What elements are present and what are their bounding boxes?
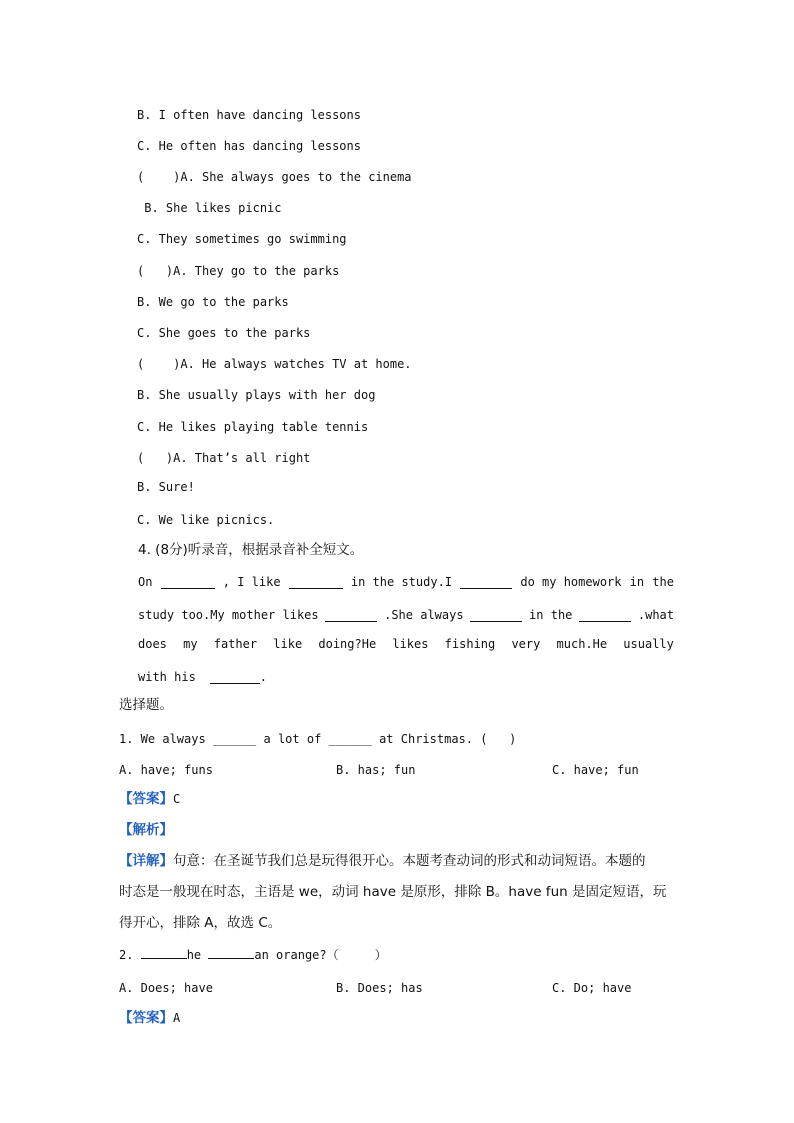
question-1-detail-line-3: 得开心，排除 A，故选 C。: [119, 915, 282, 931]
question-1-detail-line-2: 时态是一般现在时态，主语是 we，动词 have 是原形，排除 B。have fun 是固定短语，玩: [119, 884, 667, 900]
option-line: B. We go to the parks: [137, 295, 289, 309]
answer-tag: 【答案】: [119, 791, 173, 807]
passage-word: .: [259, 670, 268, 684]
answer-value: A: [173, 1011, 181, 1025]
passage-word: with his: [138, 670, 196, 684]
option-line: C. He likes playing table tennis: [137, 420, 369, 434]
passage-word: the: [652, 575, 674, 589]
part4-heading: 4. (8分)听录音，根据录音补全短文。: [138, 542, 364, 558]
answer-blank[interactable]: [460, 577, 512, 589]
option-line: C. We like picnics.: [137, 513, 275, 527]
question-1-stem: 1. We always ______ a lot of ______ at Christmas. ( ): [119, 732, 517, 746]
answer-blank[interactable]: [289, 577, 343, 589]
passage-word: On: [138, 575, 153, 589]
section-title: 选择题。: [119, 697, 173, 713]
answer-blank[interactable]: [579, 610, 631, 622]
passage-word: in the study.I: [350, 575, 453, 589]
stem-text: he: [186, 948, 202, 962]
question-2-answer: [119, 1010, 180, 1026]
answer-blank[interactable]: [470, 610, 522, 622]
option-line: ( )A. That’s all right: [137, 451, 311, 465]
answer-blank[interactable]: [208, 947, 254, 959]
stem-text: an orange?（ ）: [254, 948, 387, 962]
question-1-option-b: B. has; fun: [336, 763, 416, 777]
question-2-option-b: B. Does; has: [336, 981, 423, 995]
question-1-answer: [119, 791, 180, 807]
question-number: 2.: [119, 948, 134, 962]
passage-word: usually: [623, 637, 674, 651]
passage-word: fishing: [444, 637, 496, 651]
answer-tag: 【答案】: [119, 1010, 173, 1026]
passage-word: .She always: [384, 608, 464, 622]
passage-word: do my homework: [520, 575, 622, 589]
question-1-detail-line-1: [119, 853, 646, 869]
option-line: C. He often has dancing lessons: [137, 139, 361, 153]
passage-line-1: [138, 573, 674, 589]
option-line: B. She usually plays with her dog: [137, 388, 376, 402]
option-line: ( )A. They go to the parks: [137, 264, 340, 278]
answer-blank[interactable]: [210, 672, 260, 684]
passage-word: in: [629, 575, 645, 589]
passage-word: much.He: [556, 637, 608, 651]
question-1-analysis: [119, 822, 173, 838]
answer-value: C: [173, 792, 181, 806]
question-1-option-c: C. have; fun: [552, 763, 639, 777]
option-line: B. I often have dancing lessons: [137, 108, 361, 122]
passage-word: my: [183, 637, 198, 651]
passage-word: study too.My mother likes: [138, 608, 319, 622]
passage-word: likes: [392, 637, 429, 651]
passage-word: father: [213, 637, 258, 651]
option-line: C. She goes to the parks: [137, 326, 311, 340]
option-line: ( )A. She always goes to the cinema: [137, 170, 412, 184]
question-2-option-c: C. Do; have: [552, 981, 632, 995]
passage-word: .what: [637, 608, 674, 622]
passage-word: doing?He: [318, 637, 377, 651]
passage-word: does: [138, 637, 167, 651]
passage-line-3: [138, 635, 674, 651]
passage-line-4: [138, 668, 674, 684]
analysis-tag: 【解析】: [119, 822, 173, 838]
answer-blank[interactable]: [325, 610, 377, 622]
passage-word: very: [511, 637, 541, 651]
passage-word: like: [273, 637, 303, 651]
option-line: B. She likes picnic: [137, 201, 282, 215]
option-line: C. They sometimes go swimming: [137, 232, 347, 246]
passage: [138, 573, 674, 684]
passage-line-2: [138, 606, 674, 622]
option-line: B. Sure!: [137, 480, 195, 494]
question-2-option-a: A. Does; have: [119, 981, 213, 995]
passage-word: in the: [529, 608, 573, 622]
option-line: ( )A. He always watches TV at home.: [137, 357, 412, 371]
answer-blank[interactable]: [161, 577, 215, 589]
question-1-option-a: A. have; funs: [119, 763, 213, 777]
detail-tag: 【详解】: [119, 853, 173, 869]
question-2-stem: [119, 947, 387, 963]
passage-word: , I like: [222, 575, 281, 589]
answer-blank[interactable]: [141, 947, 187, 959]
detail-text: 句意：在圣诞节我们总是玩得很开心。本题考查动词的形式和动词短语。本题的: [173, 853, 646, 869]
